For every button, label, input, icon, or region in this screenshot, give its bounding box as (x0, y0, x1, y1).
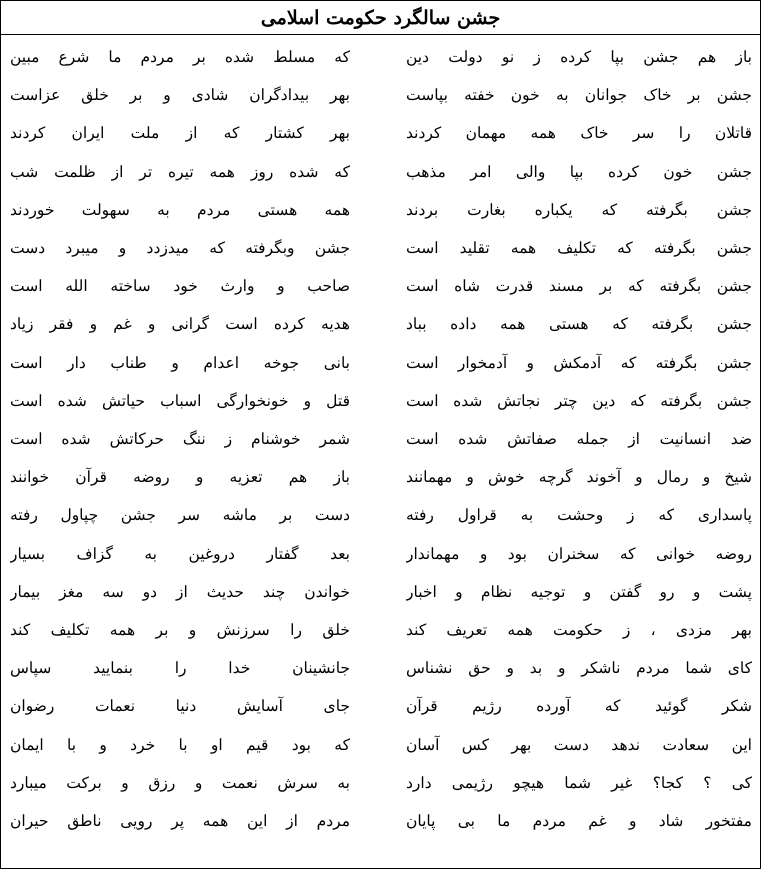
hemistich-first: جشن بر خاک جوانان به خون خفته بپاست (406, 86, 752, 105)
hemistich-first: بهر مزدی ، ز حکومت همه تعریف کند (406, 621, 752, 639)
poem-body (1, 35, 760, 868)
hemistich-second: که مسلط شده بر مردم ما شرع مبین (10, 48, 350, 66)
hemistich-second: هدیه کرده است گرانی و غم و فقر زیاد (10, 315, 350, 334)
hemistich-second: بانی جوخه اعدام و طناب دار است (10, 353, 350, 372)
couplet-row (1, 382, 760, 420)
hemistich-first: جشن بگرفته که تکلیف همه تقلید است (406, 239, 752, 257)
hemistich-first: جشن بگرفته که هستی همه داده بباد (406, 315, 752, 334)
hemistich-second: صاحب و وارث خود ساخته الله است (10, 277, 350, 296)
couplet-row (1, 802, 760, 840)
hemistich-first: شکر گوئید که آورده رژیم قرآن (406, 697, 752, 716)
hemistich-first: جشن بگرفته که بر مسند قدرت شاه است (406, 277, 752, 296)
hemistich-second: که بود قیم او با خرد و با ایمان (10, 735, 350, 754)
hemistich-first: این سعادت ندهد دست بهر کس آسان (406, 735, 752, 754)
hemistich-second: جشن وبگرفته که میدزدد و میبرد دست (10, 239, 350, 257)
hemistich-first: قاتلان را سر خاک همه مهمان کردند (406, 124, 752, 143)
couplet-row (1, 76, 760, 114)
page-title: جشن سالگرد حکومت اسلامی (1, 1, 760, 35)
hemistich-second: خلق را سرزنش و بر همه تکلیف کند (10, 621, 350, 639)
hemistich-first: جشن بگرفته که دین چتر نجاتش شده است (406, 391, 752, 410)
couplet-row (1, 458, 760, 496)
hemistich-first: جشن بگرفته که یکباره بغارت بردند (406, 200, 752, 219)
hemistich-first: ضد انسانیت از جمله صفاتش شده است (406, 430, 752, 448)
couplet-row (1, 726, 760, 764)
couplet-row (1, 153, 760, 191)
couplet-row (1, 496, 760, 534)
hemistich-second: بهر بیدادگران شادی و بر خلق عزاست (10, 86, 350, 105)
hemistich-second: بهر کشتار که از ملت ایران کردند (10, 124, 350, 143)
hemistich-second: جای آسایش دنیا نعمات رضوان (10, 697, 350, 716)
hemistich-second: دست بر ماشه سر جشن چپاول رفته (10, 506, 350, 525)
couplet-row (1, 687, 760, 725)
hemistich-second: شمر خوشنام ز ننگ حرکاتش شده است (10, 430, 350, 448)
couplet-row (1, 573, 760, 611)
hemistich-first: باز هم جشن بپا کرده ز نو دولت دین (406, 48, 752, 66)
hemistich-first: پشت و رو گفتن و توجیه نظام و اخبار (406, 582, 752, 601)
couplet-row (1, 649, 760, 687)
hemistich-first: کای شما مردم ناشکر و بد و حق نشناس (406, 659, 752, 678)
couplet-row (1, 191, 760, 229)
couplet-row (1, 611, 760, 649)
hemistich-first: کی ؟ کجا؟ غیر شما هیچو رژیمی دارد (406, 773, 752, 792)
hemistich-second: جانشینان خدا را بنمایید سپاس (10, 659, 350, 678)
couplet-row (1, 420, 760, 458)
couplet-row (1, 114, 760, 152)
couplet-row (1, 305, 760, 343)
hemistich-first: جشن خون کرده بپا والی امر مذهب (406, 162, 752, 181)
hemistich-second: به سرش نعمت و رزق و برکت میبارد (10, 773, 350, 792)
couplet-row (1, 344, 760, 382)
couplet-row (1, 38, 760, 76)
hemistich-second: بعد گفتار دروغین به گزاف بسیار (10, 544, 350, 563)
hemistich-second: خواندن چند حدیث از دو سه مغز بیمار (10, 582, 350, 601)
couplet-row (1, 229, 760, 267)
couplet-row (1, 267, 760, 305)
hemistich-first: پاسداری که ز وحشت به قراول رفته (406, 506, 752, 525)
hemistich-first: جشن بگرفته که آدمکش و آدمخوار است (406, 353, 752, 372)
hemistich-first: روضه خوانی که سخنران بود و مهماندار (406, 544, 752, 563)
hemistich-second: که شده روز همه تیره تر از ظلمت شب (10, 162, 350, 181)
hemistich-second: مردم از این همه پر رویی ناطق حیران (10, 812, 350, 830)
hemistich-first: مفتخور شاد و غم مردم ما بی پایان (406, 812, 752, 830)
hemistich-first: شیخ و رمال و آخوند گرچه خوش و مهمانند (406, 468, 752, 487)
hemistich-second: همه هستی مردم به سهولت خوردند (10, 200, 350, 219)
hemistich-second: قتل و خونخوارگی اسباب حیاتش شده است (10, 391, 350, 410)
couplet-row (1, 764, 760, 802)
couplet-row (1, 535, 760, 573)
hemistich-second: باز هم تعزیه و روضه قرآن خوانند (10, 468, 350, 487)
